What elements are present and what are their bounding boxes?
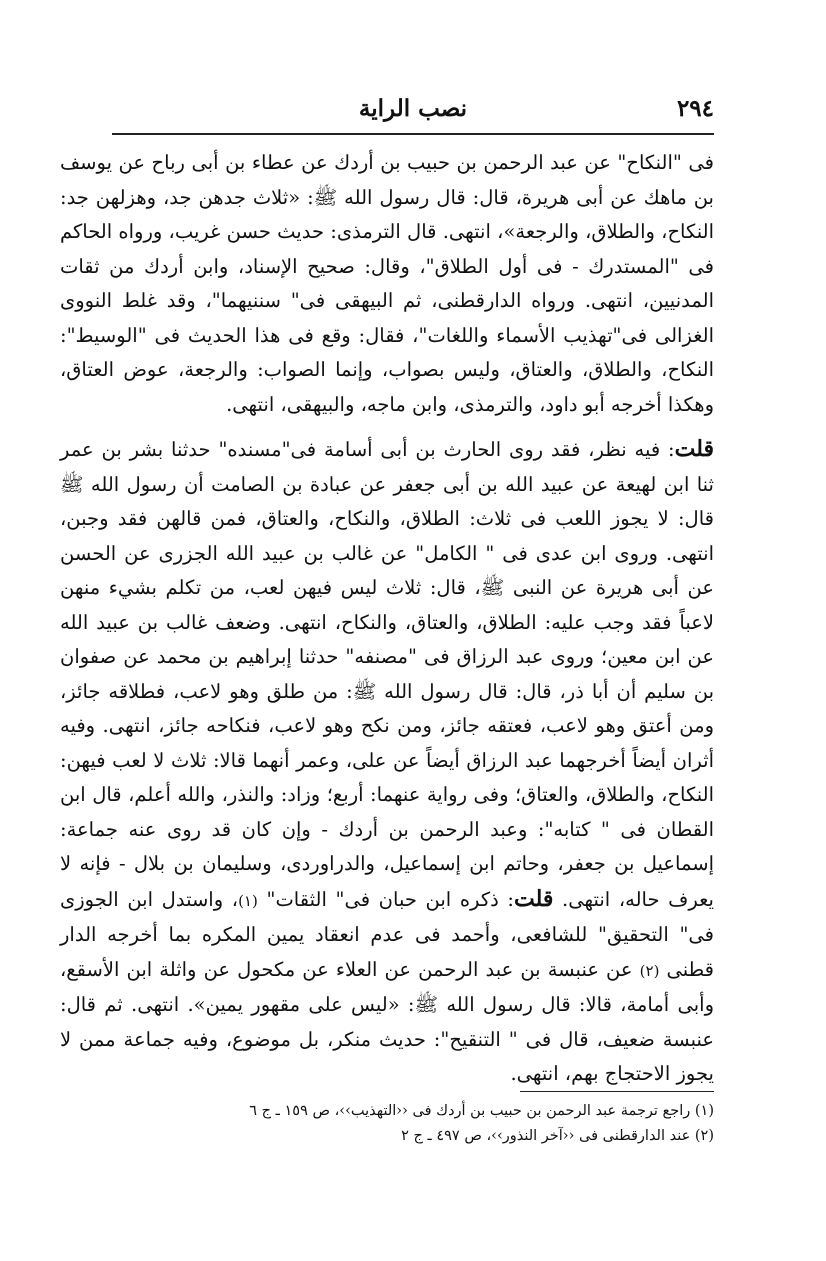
running-title: نصب الراية [358, 95, 468, 122]
paragraph-2-text-b: : ذكره ابن حبان فى" الثقات" [266, 887, 514, 911]
footnote-1: (١) راجع ترجمة عبد الرحمن بن حبيب بن أردك فى ‹‹التهذيب››، ص ١٥٩ ـ ج ٦ [249, 1103, 714, 1119]
paragraph-1: فى "النكاح" عن عبد الرحمن بن حبيب بن أردك عن عطاء بن أبى رباح عن يوسف بن ماهك عن أبى هريرة، قال: قال رسول الله ﷺ: «ثلاث جدهن جد، وهزلهن جد: النكاح، والطلاق، والرجعة»، انتهى. قال الترمذى: حديث حسن غريب، ورواه الحاكم فى "المستدرك - فى أول الطلاق"، وقال: صحيح الإسناد، وابن أردك من ثقات المدنيين، انتهى. ورواه الدارقطنى، ثم البيهقى فى" سننيهما"، وقد غلط النووى الغزالى فى"تهذيب الأسماء واللغات"، فقال: وقع فى هذا الحديث فى "الوسيط": النكاح، والطلاق، والعتاق، وليس بصواب، وإنما الصواب: والرجعة، عوض العتاق، وهكذا أخرجه أبو داود، والترمذى، وابن ماجه، والبيهقى، انتهى. [60, 151, 714, 416]
page-number: ٢٩٤ [676, 95, 714, 122]
paragraph-2 [60, 432, 714, 1092]
footnote-rule [520, 1091, 714, 1092]
footnote-marker-1: (١) [238, 891, 258, 910]
header-rule [112, 133, 714, 135]
footnote-marker-2: (٢) [639, 961, 660, 980]
footnotes [200, 1099, 714, 1149]
page-header [112, 95, 714, 125]
paragraph-2-text-c: ، واستدل ابن الجوزى فى" التحقيق" للشافعى، وأحمد فى عدم انعقاد يمين المكره بما أخرجه الدار قطنى [60, 887, 715, 981]
qult-keyword: قلت [674, 436, 714, 462]
qult-keyword: قلت [514, 885, 554, 912]
footnote-2: (٢) عند الدارقطنى فى ‹‹آخر النذور››، ص ٤٩٧ ـ ج ٢ [401, 1128, 714, 1144]
paragraph-2-text-a: : فيه نظر، فقد روى الحارث بن أبى أسامة فى"مسنده" حدثنا بشر بن عمر ثنا ابن لهيعة عن عبيد الله بن أبى جعفر عن عبادة بن الصامت أن رسول الله ﷺ قال: لا يجوز اللعب فى ثلاث: الطلاق، والنكاح، والعتاق، فمن قالهن فقد وجبن، انتهى. وروى ابن عدى فى " الكامل" عن غالب بن عبيد الله الجزرى عن الحسن عن أبى هريرة عن النبى ﷺ، قال: ثلاث ليس فيهن لعب، من تكلم بشيء منهن لاعباً فقد وجب عليه: الطلاق، والعتاق، والنكاح، انتهى. وضعف غالب بن عبيد الله عن ابن معين؛ وروى عبد الرزاق فى "مصنفه" حدثنا إبراهيم بن محمد عن صفوان بن سليم أن أبا ذر، قال: قال رسول الله ﷺ: من طلق وهو لاعب، فطلاقه جائز، ومن أعتق وهو لاعب، فعتقه جائز، ومن نكح وهو لاعب، فنكاحه جائز، انتهى. وفيه أثران أيضاً أخرجهما عبد الرزاق أيضاً عن على، وعمر أنهما قالا: ثلاث لا لعب فيهن: النكاح، والطلاق، والعتاق؛ وفى رواية عنهما: أربع؛ وزاد: والنذر، والله أعلم، قال ابن القطان فى " كتابه": وعبد الرحمن بن أردك - وإن كان قد روى عنه جماعة: إسماعيل بن جعفر، وحاتم ابن إسماعيل، والدراوردى، وسليمان بن بلال - فإنه لا يعرف حاله، انتهى. [60, 438, 714, 911]
main-text [60, 146, 714, 1092]
paragraph-2-text-d: عن عنبسة بن عبد الرحمن عن العلاء عن مكحول عن واثلة ابن الأسقع، وأبى أمامة، قالا: قال رسول الله ﷺ: «ليس على مقهور يمين». انتهى. ثم قال: عنبسة ضعيف، قال فى " التنقيح": حديث منكر، بل موضوع، وفيه جماعة ممن لا يجوز الاحتجاج بهم، انتهى. [60, 957, 714, 1085]
